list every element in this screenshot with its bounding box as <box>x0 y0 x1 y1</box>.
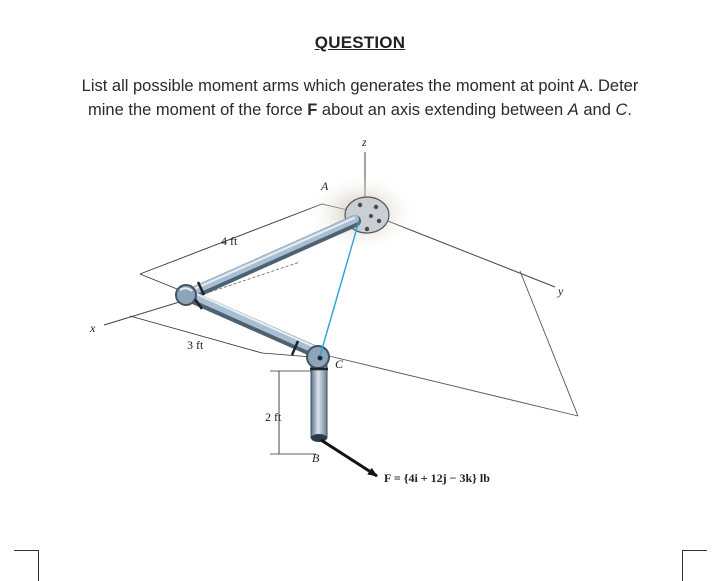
pipe-segment-3ft-shine <box>192 292 317 348</box>
force-arrow <box>321 440 377 476</box>
question-text-part4: and <box>578 101 616 119</box>
question-heading: QUESTION <box>314 33 406 52</box>
flange-bolt <box>377 219 381 223</box>
dim-4ft-ext-b <box>140 274 182 291</box>
point-label-b: B <box>312 451 320 465</box>
question-text-part2: mine the moment of the force <box>88 101 308 119</box>
dimension-4ft: 4 ft <box>221 234 238 248</box>
dimension-2ft: 2 ft <box>265 410 282 424</box>
point-c-ref: C <box>615 101 628 119</box>
axis-label-y: y <box>558 284 564 298</box>
pipe-segment-4ft-shine <box>192 218 354 290</box>
axis-label-z: z <box>362 135 367 149</box>
pipe-segment-3ft-highlight <box>190 294 318 351</box>
point-label-a: A <box>321 179 329 193</box>
flange-bolt <box>369 214 373 218</box>
flange-bolt <box>374 205 378 209</box>
question-text-part5: . <box>627 101 632 119</box>
point-label-c: C <box>335 357 344 371</box>
dimension-3ft: 3 ft <box>187 338 204 352</box>
plane-edge-right <box>520 271 578 416</box>
pipe-joint-dot <box>318 356 323 361</box>
force-vector-label: F = {4i + 12j − 3k} lb <box>384 471 490 485</box>
plane-edge-back <box>325 355 578 416</box>
flange-bolt <box>358 203 362 207</box>
flange-bolt <box>365 227 369 231</box>
dim-3ft-ext <box>262 353 312 357</box>
question-text-part1: List all possible moment arms which generates the moment at point A. Deter <box>81 77 639 95</box>
force-symbol: F <box>307 101 318 119</box>
crop-corner-bottom-right <box>682 550 707 581</box>
question-text-part3: about an axis extending between <box>317 101 568 119</box>
crop-corner-bottom-left <box>14 550 39 581</box>
point-a-ref: A <box>567 101 579 119</box>
axis-label-x: x <box>90 321 96 335</box>
x-axis <box>104 300 186 325</box>
pipe-segment-4ft-highlight <box>191 219 355 292</box>
